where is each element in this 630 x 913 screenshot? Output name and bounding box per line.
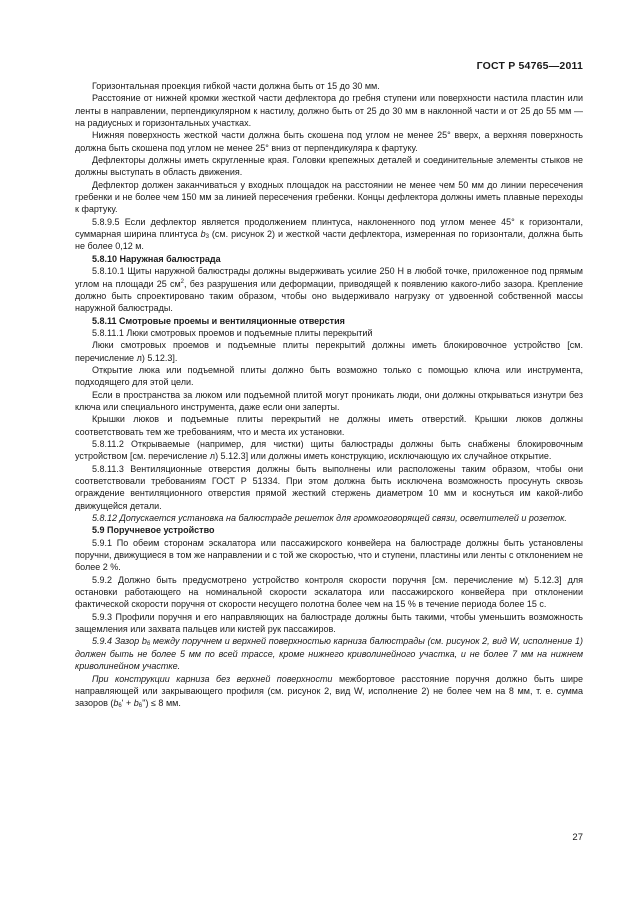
paragraph	[75, 537, 583, 574]
text-run: Нижняя поверхность жесткой части должна быть скошена под углом не менее 25° вверх, а верхняя поверхность должна быть скошена под углом не менее 25° вниз от перпендикуляра к фартуку.	[75, 130, 583, 153]
paragraph	[75, 92, 583, 129]
text-run: (см. рисунок 2) и жесткой части дефлектора, измеренная по горизонтали, должна быть не более 0,12 м.	[75, 229, 583, 252]
text-run: 5.9.1 По обеим сторонам эскалатора или пассажирского конвейера на балюстраде должны быть установлены поручни, движущиеся в том же направлении и с той же скоростью, что и ступени, пластины или ленты с отклонением не более 2 %.	[75, 537, 583, 573]
text-run: b	[133, 698, 139, 709]
paragraph	[75, 463, 583, 512]
text-run: между поручнем и верхней поверхностью карниза балюстрады (см. рисунок 2, вид W, исполнение 1) должен быть не более 5 мм по всей трассе, кроме нижнего криволинейного участка, и не более 7 мм на нижнем криволинейном участке.	[75, 636, 583, 672]
paragraph	[75, 635, 583, 672]
paragraph	[75, 413, 583, 438]
text-run: Расстояние от нижней кромки жесткой части дефлектора до гребня ступени или поверхности настила пластин или ленты в направлении, перпендикулярном к настилу, должно быть от 25 до 30 мм в наклонной части и от 25 до 55 мм — на радиусных и горизонтальных участках.	[75, 93, 583, 129]
paragraph	[75, 179, 583, 216]
text-run: ' +	[121, 698, 134, 709]
text-run: межбортовое расстояние поручня должно быть шире направляющей или закрывающего профиля (см. рисунок 2, вид W, исполнение 2) не более чем на 8 мм, т. е. сумма зазоров (	[75, 673, 583, 709]
text-run: b	[200, 229, 206, 240]
paragraph	[75, 154, 583, 179]
text-run: , без разрушения или деформации, приводящей к появлению какого-либо зазора. Крепление должно быть спроектировано таким образом, чтобы оно выдерживало нагрузку от удвоенной собственной массы наружной балюстрады.	[75, 278, 583, 314]
text-run: 6	[138, 703, 143, 710]
page-number: 27	[572, 832, 583, 843]
text-run: Открытие люка или подъемной плиты должно быть возможно только с помощью ключа или инструмента, подходящего для этой цели.	[75, 364, 583, 388]
document-body	[75, 80, 583, 710]
paragraph	[75, 216, 583, 253]
paragraph	[75, 80, 583, 92]
section-heading	[75, 524, 583, 536]
text-run: 5.8.12 Допускается установка на балюстраде решеток для громкоговорящей связи, осветителей и розеток.	[92, 513, 567, 524]
document-header: ГОСТ Р 54765—2011	[476, 60, 583, 72]
text-run: При конструкции карниза без верхней поверхности	[92, 673, 333, 684]
paragraph	[75, 129, 583, 154]
text-run: Дефлектор должен заканчиваться у входных площадок на расстоянии не менее чем 50 мм до линии пересечения гребенки и не более чем 150 мм за линией пересечения гребенки. Концы дефлектора должны иметь плавные переходы к фартуку.	[75, 179, 583, 215]
paragraph	[75, 327, 583, 339]
section-heading	[75, 315, 583, 327]
text-run: b	[141, 636, 147, 647]
text-run: Дефлекторы должны иметь скругленные края. Головки крепежных деталей и соединительные элементы стыков не должны выступать в область движения.	[75, 155, 583, 178]
paragraph	[75, 339, 583, 364]
text-run: 3	[205, 234, 209, 241]
paragraph	[75, 364, 583, 389]
paragraph	[75, 265, 583, 314]
text-run: Горизонтальная проекция гибкой части должна быть от 15 до 30 мм.	[92, 81, 380, 91]
paragraph	[75, 574, 583, 611]
text-run: '') ≤ 8 мм.	[142, 698, 181, 709]
text-run: 5.8.11.3 Вентиляционные отверстия должны быть выполнены или расположены таким образом, чтобы они соответствовали требованиям ГОСТ Р 51334. При этом должна быть исключена возможность просунуть сквозь ограждение вентиляционного отверстия прямой жесткий стержень диаметром 10 мм и коснуться им какой-либо движущейся детали.	[75, 463, 583, 511]
text-run: 5.8.10 Наружная балюстрада	[92, 253, 221, 264]
text-run: 6	[146, 641, 151, 648]
text-run: 5.8.11.1 Люки смотровых проемов и подъемные плиты перекрытий	[92, 327, 373, 338]
text-run: Люки смотровых проемов и подъемные плиты перекрытий должны иметь блокировочное устройство [см. перечисление л) 5.12.3].	[75, 340, 583, 363]
text-run: 2	[180, 278, 184, 285]
text-run: 5.9.3 Профили поручня и его направляющих на балюстраде должны быть такими, чтобы уменьшить возможность защемления или захвата пальцев или кистей рук пассажиров.	[75, 611, 583, 635]
text-run: 6	[118, 703, 122, 710]
text-run: 5.9 Поручневое устройство	[92, 525, 215, 536]
paragraph	[75, 512, 583, 524]
text-run: 5.8.11 Смотровые проемы и вентиляционные отверстия	[92, 315, 345, 326]
text-run: Если в пространства за люком или подъемной плитой могут проникать люди, они должны открываться изнутри без ключа или специального инструмента, даже если они заперты.	[75, 389, 583, 412]
paragraph	[75, 389, 583, 414]
paragraph	[75, 438, 583, 463]
paragraph	[75, 673, 583, 710]
section-heading	[75, 253, 583, 265]
paragraph	[75, 611, 583, 636]
text-run: 5.8.9.5 Если дефлектор является продолжением плинтуса, наклоненного под углом менее 45° к горизонтали, суммарная ширина плинтуса	[75, 216, 583, 240]
text-run: b	[113, 698, 119, 709]
text-run: 5.8.10.1 Щиты наружной балюстрады должны выдерживать усилие 250 Н в любой точке, приложенное под прямым углом на площади 25 см	[75, 266, 583, 289]
text-run: 5.9.4 Зазор	[92, 636, 142, 647]
text-run: 5.9.2 Должно быть предусмотрено устройство контроля скорости поручня [см. перечисление м) 5.12.3] для остановки работающего на номинальной скорости эскалатора или пассажирского конвейера при отклонении фактической скорости поручня от скорости несущего полотна более чем на 15 % в течение периода более 15 с.	[75, 574, 583, 610]
text-run: Крышки люков и подъемные плиты перекрытий не должны иметь отверстий. Крышки люков должны соответствовать тем же требованиям, что и места их установки.	[75, 414, 583, 437]
text-run: 5.8.11.2 Открываемые (например, для чистки) щиты балюстрады должны быть снабжены блокировочным устройством [см. перечисление л) 5.12.3] или должны иметь конструкцию, исключающую их случайное открытие.	[75, 438, 583, 462]
